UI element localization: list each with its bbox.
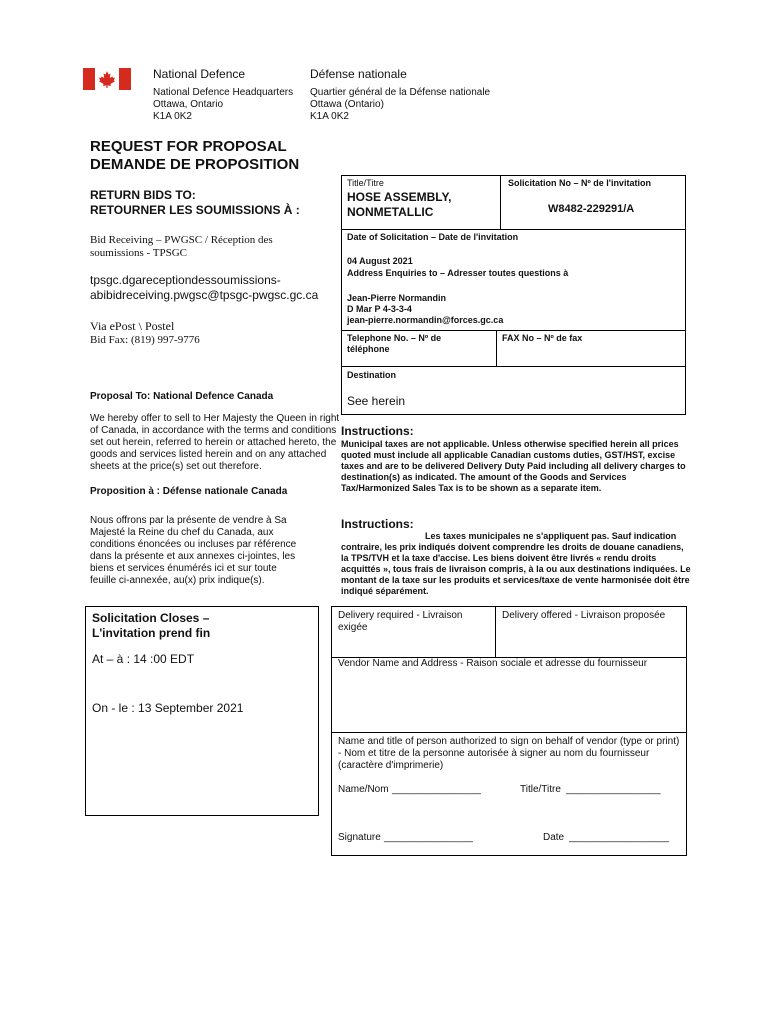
dept-address-en: National Defence Headquarters Ottawa, Ontario K1A 0K2 — [153, 87, 294, 122]
telephone-label: Telephone No. – Nº de téléphone — [347, 333, 442, 354]
document-title-en: REQUEST FOR PROPOSAL — [90, 138, 287, 155]
title-field[interactable]: _________________ — [566, 784, 661, 795]
instructions-body-fr: Les taxes municipales ne s'appliquent pas. Sauf indication contraire, les prix indiqués doivent comprendre les droits de douane canadiens, la TPS/TVH et la taxe d'accise. Les biens doivent être livrés « rendu droits acquittés », tous frais de livraison compris, à la ou aux destinations indiquées. Le montant de la taxe sur les produits et services/taxe de vente harmonisée doit être indiqué séparément. — [341, 531, 691, 596]
dept-name-fr: Défense nationale — [310, 67, 407, 81]
solicitation-date-value: 04 August 2021 — [347, 256, 413, 266]
dept-address-fr: Quartier général de la Défense nationale Ottawa (Ontario) K1A 0K2 — [310, 87, 491, 122]
return-bids-heading: RETURN BIDS TO: RETOURNER LES SOUMISSIONS À : — [90, 188, 300, 217]
date-field[interactable]: __________________ — [569, 832, 670, 843]
bid-receiving-text: Bid Receiving – PWGSC / Réception des soumissions - TPSGC — [90, 234, 273, 259]
bid-fax-text: Bid Fax: (819) 997-9776 — [90, 334, 200, 346]
dept-name-en: National Defence — [153, 67, 246, 81]
instructions-body-en: Municipal taxes are not applicable. Unless otherwise specified herein all prices quoted must include all applicable Canadian customs duties, GST/HST, excise taxes and are to be delivered Delivery Duty Paid including all delivery charges to destination(s) as indicated. The amount of the Goods and Services Tax/Harmonized Sales Tax is to be shown as a separate item. — [341, 439, 686, 493]
solicitation-no-label: Solicitation No – Nº de l'invitation — [508, 178, 651, 188]
title-field-label: Title/Titre — [520, 784, 561, 795]
signature-label: Signature — [338, 832, 381, 843]
document-title-fr: DEMANDE DE PROPOSITION — [90, 156, 300, 173]
instructions-heading-fr: Instructions: — [341, 517, 414, 531]
closing-time: At – à : 14 :00 EDT — [92, 652, 195, 666]
destination-label: Destination — [347, 370, 397, 380]
date-label: Date — [543, 832, 565, 843]
canada-flag-logo — [83, 68, 131, 90]
delivery-offered-label: Delivery offered - Livraison proposée — [502, 610, 666, 621]
destination-value: See herein — [347, 394, 406, 408]
solicitation-no-value: W8482-229291/A — [548, 203, 635, 215]
vendor-name-label: Vendor Name and Address - Raison sociale et adresse du fournisseur — [338, 658, 648, 669]
proposal-offer-en: We hereby offer to sell to Her Majesty the Queen in right of Canada, in accordance with the terms and conditions set out herein, referred to herein or attached hereto, the goods and services listed herein and on any attached sheets at the price(s) set out therefore. — [90, 413, 340, 472]
name-field[interactable]: ________________ — [392, 784, 481, 795]
via-epost-text: Via ePost \ Postel — [90, 319, 175, 333]
vendor-box — [331, 606, 687, 856]
solicitation-date-label: Date of Solicitation – Date de l'invitation — [347, 232, 519, 242]
proposal-to-fr: Proposition à : Défense nationale Canada — [90, 486, 288, 497]
proposal-offer-fr: Nous offrons par la présente de vendre à Sa Majesté la Reine du chef du Canada, aux conditions énoncées ou incluses par référence dans la présente et aux annexes ci-jointes, les biens et services énumérés ici et sur toute feuille ci-annexée, au(x) prix indique(s). — [90, 515, 297, 586]
closing-date: On - le : 13 September 2021 — [92, 701, 244, 715]
signature-field[interactable]: ________________ — [384, 832, 473, 843]
proposal-to-en: Proposal To: National Defence Canada — [90, 391, 274, 402]
delivery-required-label: Delivery required - Livraison exigée — [338, 610, 463, 633]
title-value: HOSE ASSEMBLY, NONMETALLIC — [347, 190, 452, 219]
solicitation-closes-title: Solicitation Closes – L'invitation prend fin — [92, 611, 211, 640]
bid-receiving-email[interactable]: tpsgc.dgareceptiondessoumissions- abibidreceiving.pwgsc@tpsgc-pwgsc.gc.ca — [90, 273, 319, 302]
title-label: Title/Titre — [347, 178, 384, 188]
fax-label: FAX No – Nº de fax — [502, 333, 583, 343]
authorized-person-label: Name and title of person authorized to sign on behalf of vendor (type or print) - Nom et titre de la personne autorisée à signer au nom du fournisseur (caractère d'imprimerie) — [338, 736, 680, 771]
enquiries-label: Address Enquiries to – Adresser toutes questions à — [347, 268, 569, 278]
instructions-heading-en: Instructions: — [341, 424, 414, 438]
contact-details: Jean-Pierre Normandin D Mar P 4-3-3-4 jean-pierre.normandin@forces.gc.ca — [347, 293, 504, 325]
name-label: Name/Nom — [338, 784, 389, 795]
